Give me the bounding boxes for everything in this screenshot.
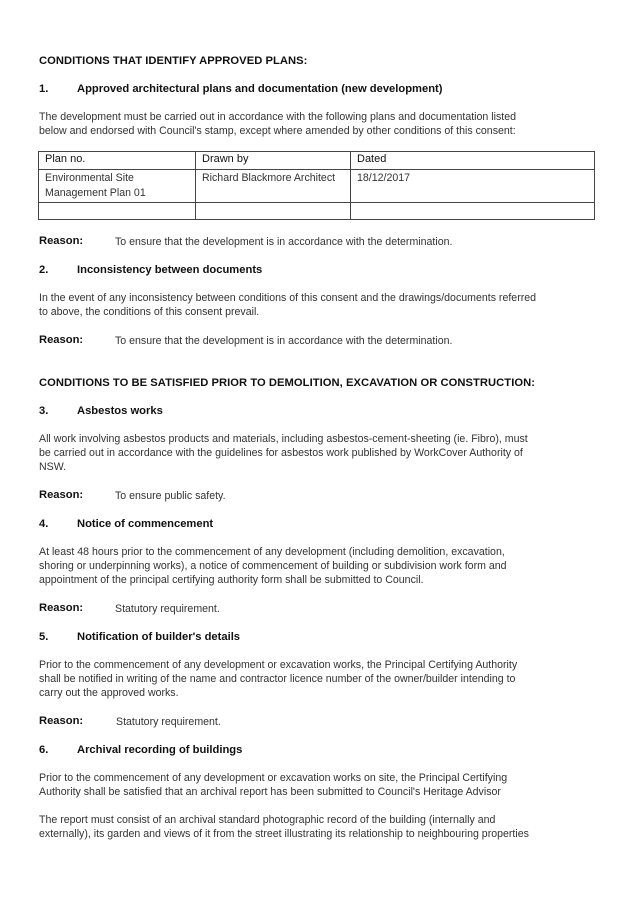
- condition-3-reason-text: To ensure public safety.: [115, 490, 226, 502]
- condition-1-body: [39, 111, 601, 139]
- condition-6-number: 6.: [39, 744, 49, 756]
- table-cell-plan-no: Environmental Site Management Plan 01: [39, 170, 196, 203]
- condition-3-reason-label: Reason:: [39, 489, 84, 501]
- condition-5-body: [39, 659, 601, 700]
- body-line: Prior to the commencement of any development or excavation works on site, the Principal Certifying: [39, 772, 508, 784]
- condition-2-body: [39, 292, 601, 320]
- table-cell-empty: [39, 203, 196, 220]
- condition-1-reason-text: To ensure that the development is in accordance with the determination.: [115, 236, 453, 248]
- condition-1-reason-label: Reason:: [39, 235, 84, 247]
- body-line: be carried out in accordance with the guidelines for asbestos work published by WorkCover Authority of: [39, 446, 523, 459]
- condition-1-number: 1.: [39, 83, 49, 95]
- condition-2-number: 2.: [39, 264, 49, 276]
- condition-4-body: [39, 546, 601, 587]
- body-line: shall be notified in writing of the name and contractor licence number of the owner/builder intending to: [39, 672, 516, 685]
- body-line: At least 48 hours prior to the commencement of any development (including demolition, excavation,: [39, 546, 505, 558]
- section-heading-approved-plans: CONDITIONS THAT IDENTIFY APPROVED PLANS:: [39, 55, 308, 67]
- column-header-plan-no: Plan no.: [39, 152, 196, 170]
- condition-4-number: 4.: [39, 518, 49, 530]
- body-line: Authority shall be satisfied that an archival report has been submitted to Council's Heritage Advisor: [39, 785, 501, 798]
- column-header-dated: Dated: [351, 152, 595, 170]
- condition-5-title: Notification of builder's details: [77, 631, 241, 643]
- body-line: externally), its garden and views of it from the street illustrating its relationship to neighbouring properties: [39, 827, 529, 840]
- body-line: The development must be carried out in accordance with the following plans and documentation listed: [39, 111, 516, 123]
- body-line: Prior to the commencement of any development or excavation works, the Principal Certifying Authority: [39, 659, 518, 671]
- condition-3-number: 3.: [39, 405, 49, 417]
- body-line: to above, the conditions of this consent prevail.: [39, 305, 260, 318]
- condition-5-number: 5.: [39, 631, 49, 643]
- body-line: appointment of the principal certifying authority form shall be submitted to Council.: [39, 573, 424, 586]
- condition-6-title: Archival recording of buildings: [77, 744, 243, 756]
- plans-table: [38, 151, 595, 220]
- condition-2-title: Inconsistency between documents: [77, 264, 263, 276]
- body-line: below and endorsed with Council's stamp, except where amended by other conditions of this consent:: [39, 124, 516, 137]
- body-line: NSW.: [39, 460, 67, 473]
- condition-4-title: Notice of commencement: [77, 518, 214, 530]
- condition-3-body: [39, 433, 601, 474]
- column-header-drawn-by: Drawn by: [196, 152, 351, 170]
- condition-6-body-continued: [39, 814, 601, 842]
- table-cell-empty: [196, 203, 351, 220]
- table-row-empty: [39, 203, 595, 220]
- condition-5-reason-label: Reason:: [39, 715, 84, 727]
- table-row: [39, 170, 595, 203]
- condition-2-reason-label: Reason:: [39, 334, 84, 346]
- table-cell-dated: 18/12/2017: [351, 170, 595, 203]
- section-heading-prior-to-demolition: CONDITIONS TO BE SATISFIED PRIOR TO DEMOLITION, EXCAVATION OR CONSTRUCTION:: [39, 377, 536, 389]
- condition-3-title: Asbestos works: [77, 405, 163, 417]
- body-line: All work involving asbestos products and materials, including asbestos-cement-sheeting (ie. Fibro), must: [39, 433, 528, 445]
- body-line: carry out the approved works.: [39, 686, 179, 699]
- condition-6-body: [39, 772, 601, 800]
- body-line: shoring or underpinning works), a notice of commencement of building or subdivision work form and: [39, 559, 507, 572]
- condition-2-reason-text: To ensure that the development is in accordance with the determination.: [115, 335, 453, 347]
- condition-4-reason-label: Reason:: [39, 602, 84, 614]
- body-line: In the event of any inconsistency between conditions of this consent and the drawings/documents referred: [39, 292, 537, 304]
- table-cell-drawn-by: Richard Blackmore Architect: [196, 170, 351, 203]
- condition-4-reason-text: Statutory requirement.: [115, 603, 220, 615]
- table-header-row: [39, 152, 595, 170]
- table-cell-empty: [351, 203, 595, 220]
- body-line: The report must consist of an archival standard photographic record of the building (internally and: [39, 814, 496, 826]
- condition-5-reason-text: Statutory requirement.: [116, 716, 221, 728]
- condition-1-title: Approved architectural plans and documentation (new development): [77, 83, 443, 95]
